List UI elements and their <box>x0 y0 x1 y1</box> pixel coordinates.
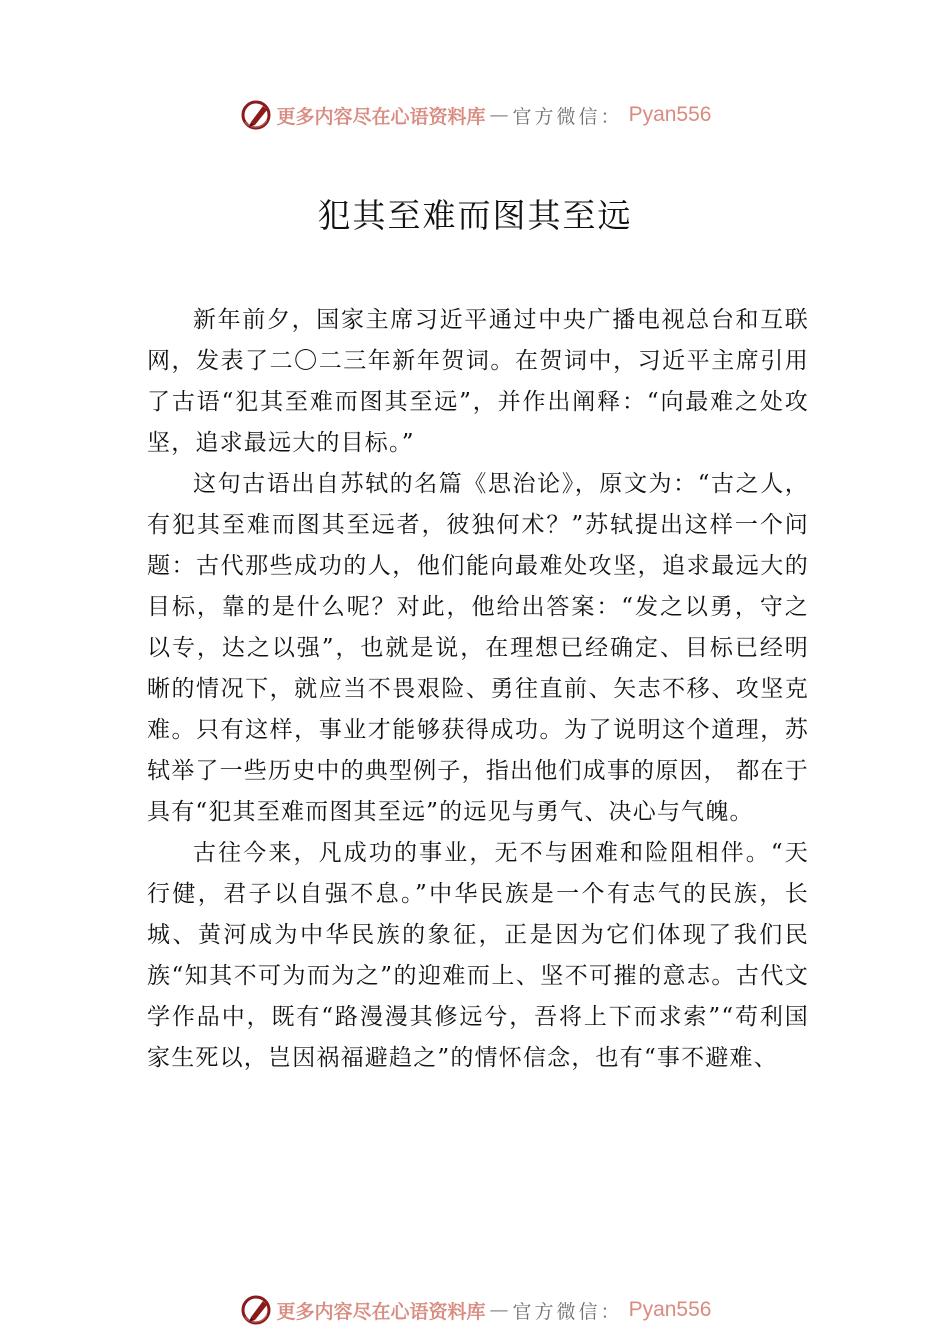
pen-quill-circle-icon <box>239 98 273 132</box>
wechat-label: 官方微信： <box>512 1300 623 1323</box>
wechat-id: Pyan556 <box>628 103 712 126</box>
brand-text: 更多内容尽在心语资料库 <box>276 1300 486 1323</box>
wechat-label: 官方微信： <box>512 105 623 128</box>
document-title: 犯其至难而图其至远 <box>317 196 633 235</box>
banner-dash: — <box>489 1299 509 1321</box>
paragraph-3: 古往今来，凡成功的事业，无不与困难和险阻相伴。“天行健，君子以自强不息。”中华民族是一个有志气的民族，长城、黄河成为中华民族的象征，正是因为它们体现了我们民族“知其不可为而为之”的迎难而上、坚不可摧的意志。古代文学作品中，既有“路漫漫其修远兮，吾将上下而求索”“苟利国家生死以，岂因祸福避趋之”的情怀信念，也有“事不避难、 <box>147 840 809 1071</box>
brand-text: 更多内容尽在心语资料库 <box>276 105 486 128</box>
header-banner-content <box>239 98 712 132</box>
paragraph-1: 新年前夕，国家主席习近平通过中央广播电视总台和互联网，发表了二〇二三年新年贺词。在贺词中，习近平主席引用了古语“犯其至难而图其至远”，并作出阐释：“向最难之处攻坚，追求最远大的目标。” <box>147 307 809 456</box>
footer-banner <box>0 1290 950 1330</box>
header-banner <box>0 95 950 135</box>
footer-banner-content <box>239 1293 712 1327</box>
document-body <box>147 300 809 1079</box>
paragraph-2: 这句古语出自苏轼的名篇《思治论》，原文为：“古之人，有犯其至难而图其至远者，彼独何术？”苏轼提出这样一个问题：古代那些成功的人，他们能向最难处攻坚，追求最远大的目标，靠的是什么呢？对此，他给出答案：“发之以勇，守之以专，达之以强”，也就是说，在理想已经确定、目标已经明晰的情况下，就应当不畏艰险、勇往直前、矢志不移、攻坚克难。只有这样，事业才能够获得成功。为了说明这个道理，苏轼举了一些历史中的典型例子，指出他们成事的原因， 都在于具有“犯其至难而图其至远”的远见与勇气、决心与气魄。 <box>147 471 809 825</box>
pen-quill-circle-icon <box>239 1293 273 1327</box>
wechat-id: Pyan556 <box>628 1298 712 1321</box>
banner-dash: — <box>489 104 509 126</box>
